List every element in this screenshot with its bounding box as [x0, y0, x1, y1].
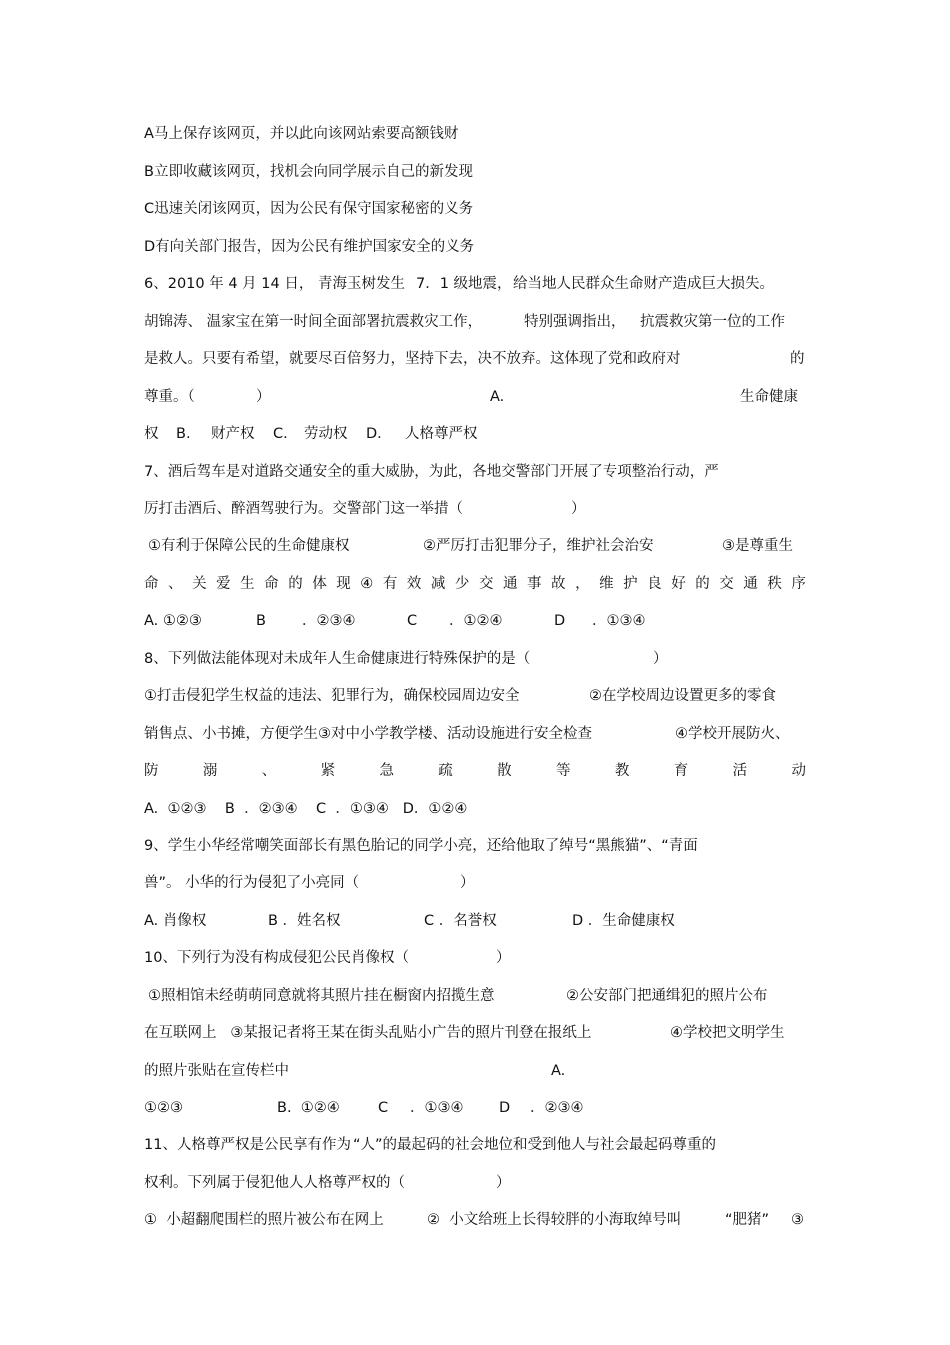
q10-option-part: ①②③ [144, 1100, 183, 1116]
q7-option-part: ．②③④ [302, 613, 356, 629]
q10-line-4 [144, 1060, 806, 1082]
q6-option-part: 权 [144, 426, 159, 442]
q6-line-2 [144, 311, 806, 333]
q7-char: 维 [599, 576, 614, 592]
q10-option-part: ．②③④ [530, 1100, 584, 1116]
q7-char: 护 [623, 576, 638, 592]
q11-line-1 [144, 1134, 806, 1156]
q7-char: 少 [454, 576, 470, 592]
q7-char: 好 [671, 576, 686, 592]
q11-line-2 [144, 1172, 806, 1194]
q6-option-part: 人格尊严权 [405, 426, 478, 442]
q8-item-4: ④学校开展防火、 [675, 726, 790, 742]
q7-char: 通 [502, 576, 518, 592]
q10-answer-paren: ） [496, 950, 511, 966]
q6-stem-part: 尊重。（ [144, 389, 195, 405]
q6-option-a-text: 生命健康 [740, 389, 798, 405]
q6-line-3 [144, 348, 806, 370]
q9-option-a: A. 肖像权 [144, 913, 207, 929]
q6-stem-part: 是救人。只要有希望，就要尽百倍努力，坚持下去，决不放弃。这体现了党和政府对 [144, 351, 681, 367]
q11-item-1: ① 小超翻爬围栏的照片被公布在网上 [144, 1212, 384, 1228]
q6-stem-part: 的 [790, 351, 805, 367]
q10-option-part: B. ①②④ [277, 1100, 340, 1116]
q8-char: 急 [379, 763, 394, 779]
q7-line-3 [144, 535, 806, 557]
q10-option-a-label: A. [551, 1063, 566, 1079]
q5-option-c [144, 198, 806, 220]
q7-char: 体 [312, 576, 327, 592]
q7-char: 事 [527, 576, 542, 592]
q6-line-4 [144, 386, 806, 408]
q6-stem-part: 特别强调指出， [524, 314, 626, 330]
q9-line-2 [144, 872, 806, 894]
q7-char: 的 [288, 576, 303, 592]
q6-option-part: D. [366, 426, 382, 442]
q10-items: 在互联网上 ③某报记者将王某在街头乱贴小广告的照片刊登在报纸上 [144, 1025, 592, 1041]
q6-stem-part: 6、2010 年 4 月 14 日， 青海玉树发生 [144, 276, 405, 292]
q7-stem: 7、酒后驾车是对道路交通安全的重大威胁，为此，各地交警部门开展了专项整治行动，严 [144, 464, 719, 480]
q7-option-part: C [407, 613, 418, 629]
q8-item-1: ①打击侵犯学生权益的违法、犯罪行为，确保校园周边安全 [144, 688, 520, 704]
q7-line-2 [144, 498, 806, 520]
q7-char: 有 [382, 576, 398, 592]
q7-stem: 厉打击酒后、醉酒驾驶行为。交警部门这一举措（ [144, 501, 463, 517]
q10-item-2: ②公安部门把通缉犯的照片公布 [566, 988, 768, 1004]
q10-item-4-cont: 的照片张贴在宣传栏中 [144, 1063, 289, 1079]
q8-line-2 [144, 685, 806, 707]
q10-option-part: ．①③④ [410, 1100, 464, 1116]
q7-char: 减 [430, 576, 446, 592]
q8-item-2: ②在学校周边设置更多的零食 [589, 688, 776, 704]
q7-char: 关 [192, 576, 207, 592]
q6-option-a-label: A. [490, 389, 505, 405]
q8-char: 等 [556, 763, 571, 779]
q6-stem-part: 胡锦涛、 温家宝在第一时间全面部署抗震救灾工作， [144, 314, 483, 330]
q5-option-d [144, 236, 806, 258]
q5-option-c-text: C迅速关闭该网页，因为公民有保守国家秘密的义务 [144, 201, 474, 217]
q7-option-part: B [256, 613, 266, 629]
q6-option-part: 劳动权 [304, 426, 348, 442]
q8-answer-paren: ） [653, 651, 668, 667]
q6-stem-part: 7．1 级地震， [416, 276, 512, 292]
q7-line-5 [144, 610, 806, 632]
q8-line-4 [144, 760, 806, 782]
q8-char: 教 [614, 763, 630, 779]
q9-stem: 9、学生小华经常嘲笑面部长有黑色胎记的同学小亮，还给他取了绰号“黑熊猫”、“青面 [144, 838, 698, 854]
q8-line-3 [144, 723, 806, 745]
q7-char: 爱 [216, 576, 231, 592]
q7-item-3: ③是尊重生 [722, 538, 793, 554]
q10-line-5 [144, 1097, 806, 1119]
q7-option-part: D [554, 613, 566, 629]
q7-item-2: ②严厉打击犯罪分子，维护社会治安 [423, 538, 654, 554]
q8-line-1 [144, 648, 806, 670]
q11-item-3-marker: ③ [791, 1212, 804, 1228]
q8-char: 溺 [202, 763, 218, 779]
q7-char: 命 [144, 576, 159, 592]
q9-option-c: C ．名誉权 [424, 913, 497, 929]
q10-option-part: C [378, 1100, 389, 1116]
q8-items: 销售点、小书摊，方便学生③对中小学教学楼、活动设施进行安全检查 [144, 726, 592, 742]
q10-item-1: ①照相馆未经萌萌同意就将其照片挂在橱窗内招揽生意 [148, 988, 495, 1004]
q10-stem: 10、下列行为没有构成侵犯公民肖像权（ [144, 950, 409, 966]
q5-option-d-text: D有向关部门报告，因为公民有维护国家安全的义务 [144, 239, 475, 255]
q7-char: 序 [791, 576, 806, 592]
q7-option-part: ．①③④ [592, 613, 646, 629]
q6-answer-paren: ） [256, 389, 271, 405]
q7-char: 现 [336, 576, 351, 592]
q7-char: 的 [695, 576, 710, 592]
q5-option-a-text: A马上保存该网页，并以此向该网站索要高额钱财 [144, 126, 459, 142]
q9-answer-paren: ） [460, 875, 475, 891]
q9-stem: 兽”。 小华的行为侵犯了小亮同（ [144, 875, 360, 891]
q11-item-2: ② 小文给班上长得较胖的小海取绰号叫 [427, 1212, 682, 1228]
q9-option-b: B ．姓名权 [268, 913, 341, 929]
q11-line-3 [144, 1209, 806, 1231]
q8-char: 、 [261, 763, 277, 779]
q8-char: 紧 [320, 763, 336, 779]
q7-char: 良 [647, 576, 662, 592]
q8-char: 防 [144, 763, 159, 779]
q7-option-part: ．①②④ [449, 613, 503, 629]
q10-line-3 [144, 1022, 806, 1044]
q8-char: 疏 [438, 763, 453, 779]
q9-line-3 [144, 910, 806, 932]
q8-line-5 [144, 798, 806, 820]
q7-char: 命 [264, 576, 279, 592]
q10-item-4: ④学校把文明学生 [670, 1025, 785, 1041]
q6-line-1 [144, 273, 806, 295]
q7-char: ④ [360, 576, 374, 592]
q6-option-part: 财产权 [211, 426, 255, 442]
q7-char: 、 [168, 576, 183, 592]
q7-char: ， [575, 576, 590, 592]
q6-stem-part: 给当地人民群众生命财产造成巨大损失。 [513, 276, 774, 292]
q11-stem: “人”的最起码的社会地位和受到他人与社会最起码尊重的 [353, 1137, 717, 1153]
q7-char: 效 [406, 576, 422, 592]
q11-answer-paren: ） [496, 1175, 511, 1191]
q7-line-4 [144, 573, 806, 595]
q8-char: 活 [732, 763, 748, 779]
q7-char: 秩 [767, 576, 782, 592]
q7-char: 生 [240, 576, 255, 592]
q10-option-part: D [499, 1100, 511, 1116]
q8-char: 动 [791, 763, 806, 779]
q7-answer-paren: ） [571, 501, 586, 517]
q8-char: 育 [673, 763, 689, 779]
q6-option-part: C. [273, 426, 288, 442]
q6-option-part: B. [176, 426, 191, 442]
q11-stem: 11、人格尊严权是公民享有作为 [144, 1137, 351, 1153]
q7-item-1: ①有利于保障公民的生命健康权 [148, 538, 350, 554]
q7-char: 交 [478, 576, 494, 592]
q8-char: 散 [497, 763, 512, 779]
q7-line-1 [144, 461, 806, 483]
q7-option-part: A. ①②③ [144, 613, 202, 629]
q8-stem: 8、下列做法能体现对未成年人生命健康进行特殊保护的是（ [144, 651, 531, 667]
q9-line-1 [144, 835, 806, 857]
q5-option-b-text: B立即收藏该网页，找机会向同学展示自己的新发现 [144, 164, 473, 180]
q11-stem: 权利。下列属于侵犯他人人格尊严权的（ [144, 1175, 405, 1191]
q7-char: 通 [743, 576, 758, 592]
q7-char: 交 [719, 576, 734, 592]
q5-option-a [144, 123, 806, 145]
q10-line-1 [144, 947, 806, 969]
q5-option-b [144, 161, 806, 183]
q6-line-5 [144, 423, 806, 445]
q10-line-2 [144, 985, 806, 1007]
q9-option-d: D ．生命健康权 [572, 913, 675, 929]
q7-char: 故 [551, 576, 566, 592]
q11-item-2-nickname: “肥猪” [725, 1212, 770, 1228]
q6-stem-part: 抗震救灾第一位的工作 [640, 314, 785, 330]
q8-options: A. ①②③ B ．②③④ C ．①③④ D．①②④ [144, 801, 468, 817]
